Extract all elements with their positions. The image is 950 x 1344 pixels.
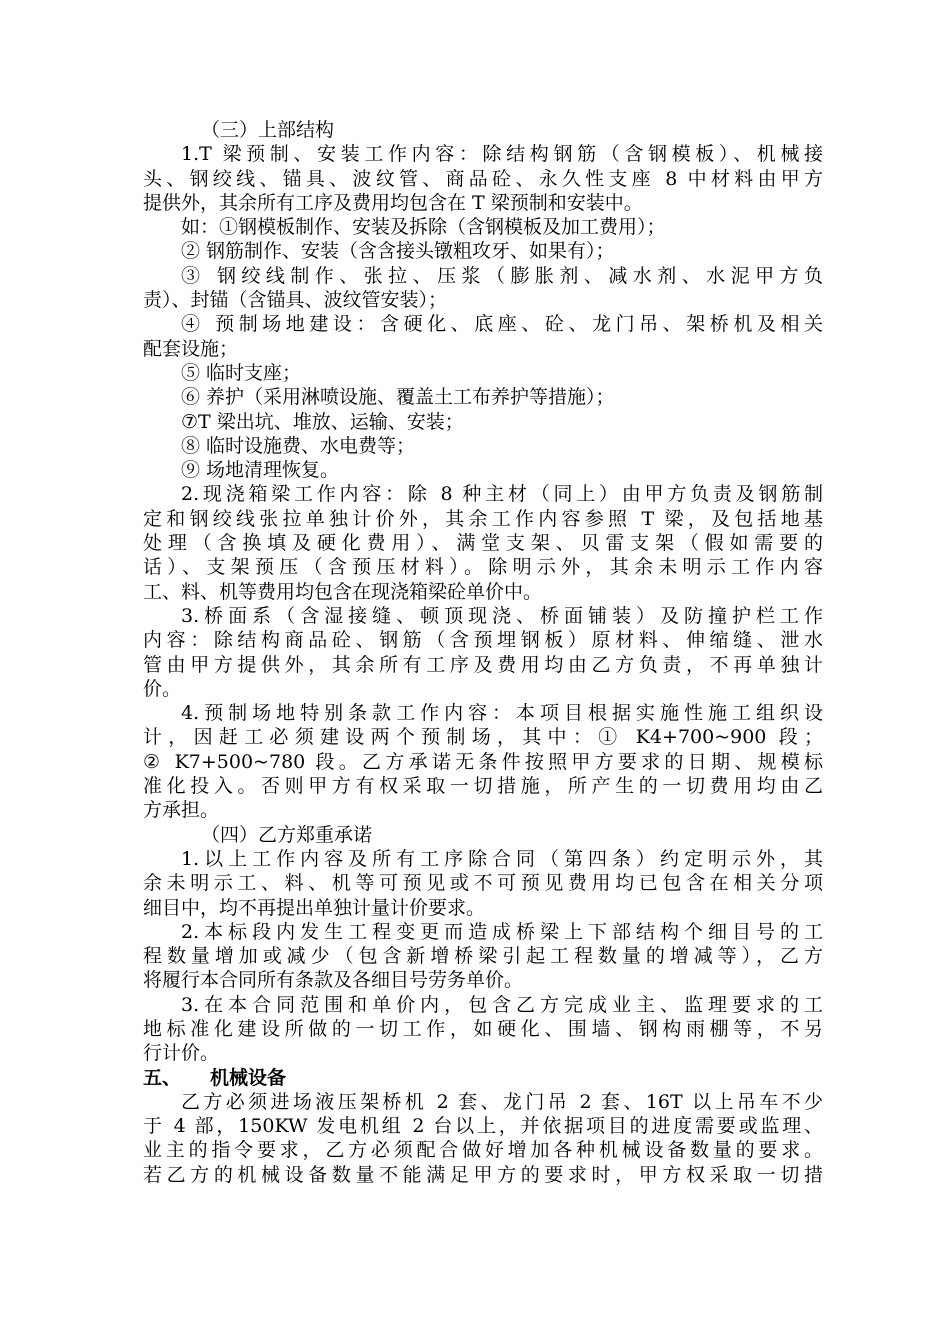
paragraph-line: 程数量增加或减少（包含新增桥梁引起工程数量的增减等），乙方 [143,945,823,968]
paragraph-line: 内容：除结构商品砼、钢筋（含预埋钢板）原材料、伸缩缝、泄水 [143,629,823,652]
paragraph-line: 方承担。 [143,799,220,822]
paragraph-line: 价。 [143,677,182,700]
paragraph-line: 细目中，均不再提出单独计量计价要求。 [143,896,486,919]
document-body [143,118,823,1187]
section-title-4: （四）乙方郑重承诺 [201,823,373,846]
heading-number: 五、 [143,1066,182,1089]
list-item-cont: 配套设施； [143,337,239,360]
paragraph-line: 1.以上工作内容及所有工序除合同（第四条）约定明示外，其 [181,847,823,870]
paragraph-line: 2.本标段内发生工程变更而造成桥梁上下部结构个细目号的工 [181,920,823,943]
paragraph-line: 头、钢绞线、锚具、波纹管、商品砼、永久性支座 8 中材料由甲方 [143,167,823,190]
paragraph-line: 乙方必须进场液压架桥机 2 套、龙门吊 2 套、16T 以上吊车不少 [181,1090,823,1113]
paragraph-line: 将履行本合同所有条款及各细目号劳务单价。 [143,969,524,992]
list-item: ② 钢筋制作、安装（含含接头镦粗攻牙、如果有）； [181,240,615,263]
heading-5 [143,1066,823,1090]
paragraph-line: 若乙方的机械设备数量不能满足甲方的要求时，甲方权采取一切措 [143,1163,823,1186]
paragraph-line: 工、料、机等费用均包含在现浇箱梁砼单价中。 [143,580,543,603]
paragraph-line: 定和钢绞线张拉单独计价外，其余工作内容参照 T 梁，及包括地基 [143,507,823,530]
list-item: ⑦T 梁出坑、堆放、运输、安装； [181,410,464,433]
list-item: 如：①钢模板制作、安装及拆除（含钢模板及加工费用）； [181,216,666,239]
list-item: ③ 钢绞线制作、张拉、压浆（膨胀剂、减水剂、水泥甲方负 [181,264,823,287]
paragraph-line: 提供外，其余所有工序及费用均包含在 T 梁预制和安装中。 [143,191,643,214]
list-item-cont: 责）、封锚（含锚具、波纹管安装）； [143,289,448,312]
paragraph-line: 行计价。 [143,1042,220,1065]
list-item: ⑥ 养护（采用淋喷设施、覆盖土工布养护等措施）； [181,386,615,409]
paragraph-line: 计，因赶工必须建设两个预制场，其中：① K4+700~900 段； [143,726,823,749]
list-item: ⑨ 场地清理恢复。 [181,459,340,482]
paragraph-line: 3.桥面系（含湿接缝、顿顶现浇、桥面铺装）及防撞护栏工作 [181,604,823,627]
paragraph-line: 4.预制场地特别条款工作内容：本项目根据实施性施工组织设 [181,702,823,725]
paragraph-line: 管由甲方提供外，其余所有工序及费用均由乙方负责，不再单独计 [143,653,823,676]
paragraph-line: ② K7+500~780 段。乙方承诺无条件按照甲方要求的日期、规模标 [143,750,823,773]
section-title-3: （三）上部结构 [201,119,335,141]
paragraph-line: 准化投入。否则甲方有权采取一切措施，所产生的一切费用均由乙 [143,775,823,798]
list-item: ④ 预制场地建设：含硬化、底座、砼、龙门吊、架桥机及相关 [181,313,823,336]
heading-title: 机械设备 [210,1066,287,1089]
paragraph-line: 地标准化建设所做的一切工作，如硬化、围墙、钢构雨棚等，不另 [143,1017,823,1040]
paragraph-line: 2.现浇箱梁工作内容：除 8 种主材（同上）由甲方负责及钢筋制 [181,483,823,506]
list-item: ⑤ 临时支座； [181,361,302,384]
list-item: ⑧ 临时设施费、水电费等； [181,434,416,457]
paragraph-line: 业主的指令要求，乙方必须配合做好增加各种机械设备数量的要求。 [143,1139,823,1162]
paragraph-line: 3.在本合同范围和单价内，包含乙方完成业主、监理要求的工 [181,993,823,1016]
paragraph-line: 余未明示工、料、机等可预见或不可预见费用均已包含在相关分项 [143,872,823,895]
paragraph-line: 1.T 梁预制、安装工作内容：除结构钢筋（含钢模板）、机械接 [181,143,823,166]
paragraph-line: 话）、支架预压（含预压材料）。除明示外，其余未明示工作内容 [143,556,823,579]
paragraph-line: 处理（含换填及硬化费用）、满堂支架、贝雷支架（假如需要的 [143,532,823,555]
paragraph-line: 于 4 部，150KW 发电机组 2 台以上，并依据项目的进度需要或监理、 [143,1115,823,1138]
